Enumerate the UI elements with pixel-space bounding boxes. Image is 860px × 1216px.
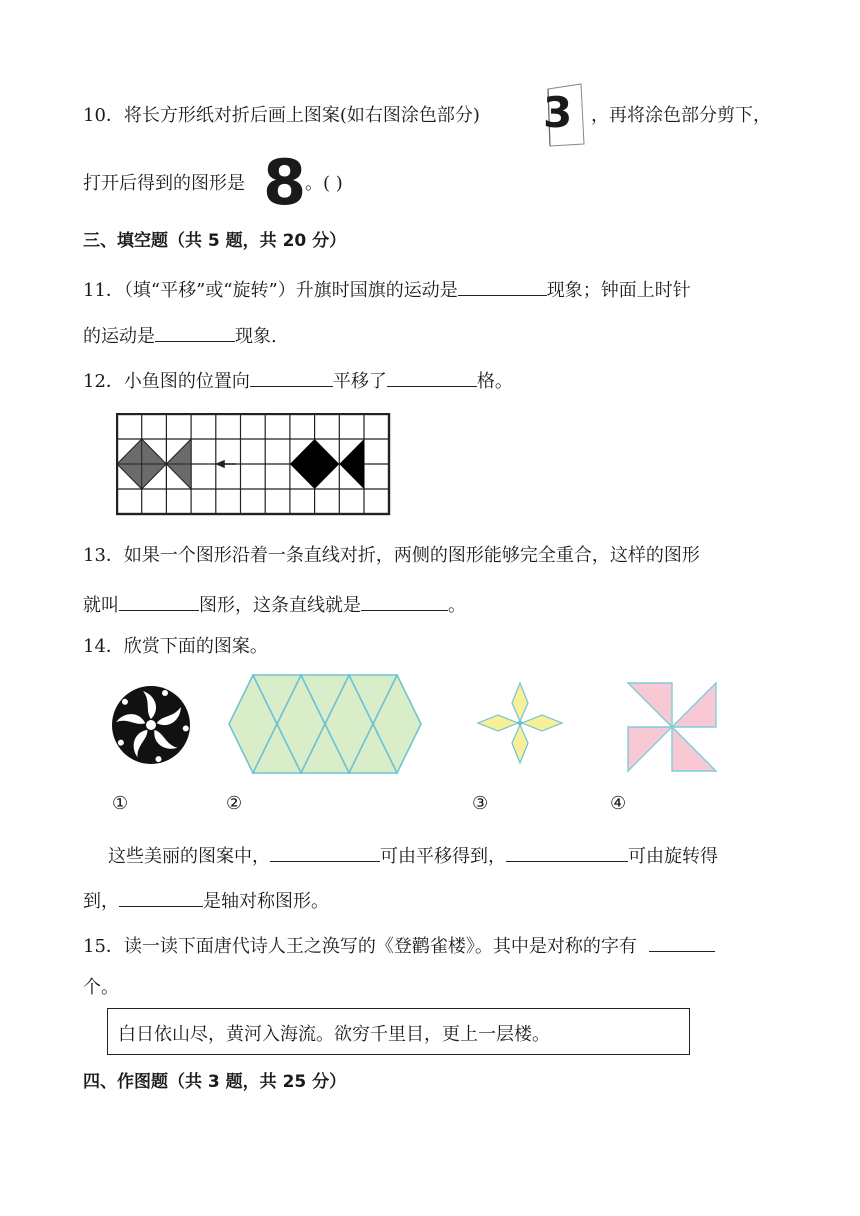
folded-paper-figure [543,83,587,147]
q14-blank-symmetric[interactable] [119,886,203,907]
black-fish [290,439,364,489]
poem-text: 白日依山尽，黄河入海流。欲穷千里目，更上一层楼。 [118,1024,550,1045]
pattern-label-3: ③ [472,793,489,814]
q15-line2: 个。 [83,977,119,998]
section3-title: 三、填空题（共 5 题，共 20 分） [83,231,347,251]
pattern-4-pinwheel [626,681,720,777]
q10-line2 [83,172,245,196]
q12-text-c: 格。 [476,371,513,392]
q11-blank-1[interactable] [458,275,547,296]
q15-blank[interactable] [649,931,715,952]
q12-text-b: 平移了 [332,371,387,392]
pattern-label-1: ① [112,793,129,814]
rhombus-row-icon [227,674,423,776]
q13-text-c: 。 [448,595,466,616]
q12-blank-2[interactable] [387,366,477,387]
q11-text-c: 的运动是 [83,326,155,347]
q13-line1: 13．如果一个图形沿着一条直线对折，两侧的图形能够完全重合，这样的图形 [83,545,700,566]
q11-line2 [83,321,277,349]
q10-line1 [83,104,480,128]
q15-line1 [83,931,715,959]
left-arrow [217,461,236,467]
q11-text-b: 现象；钟面上时针 [546,280,691,301]
q10-text-c: 打开后得到的图形是 [83,173,245,194]
q14-answer-line2 [83,886,329,914]
pattern-3-four-petal [476,680,564,770]
pattern-label-2: ② [226,793,243,814]
q14-blank-translation[interactable] [270,841,380,862]
fold-glyph: 3 [543,88,573,137]
q11-text-a: 11．（填“平移”或“旋转”）升旗时国旗的运动是 [83,280,458,301]
q13-text-a: 就叫 [83,595,119,616]
result-glyph-eight: 8 [263,146,307,219]
q14-blank-rotation[interactable] [506,841,628,862]
q11-blank-2[interactable] [155,321,235,342]
fish-grid-figure [116,413,392,523]
q10-text-a: 10．将长方形纸对折后画上图案(如右图涂色部分) [83,105,480,126]
q13-blank-2[interactable] [361,590,448,611]
q11-line1 [83,275,691,303]
q13-line2 [83,590,466,618]
q14-text-e: 是轴对称图形。 [203,891,329,912]
fish-grid [116,413,392,519]
pinwheel-icon [626,681,720,773]
q14-text-d: 到， [83,891,119,912]
q12-text-a: 12．小鱼图的位置向 [83,371,250,392]
q10-answer-bracket: 。( ) [305,173,343,194]
q10-line2-suffix [305,172,343,196]
q12-blank-1[interactable] [250,366,333,387]
pattern-2-rhombus-row [227,674,423,780]
pattern-label-4: ④ [610,793,627,814]
q14-text-a: 这些美丽的图案中， [108,846,270,867]
q11-text-d: 现象. [235,326,277,347]
q14-text-b: 可由平移得到， [380,846,506,867]
q10-line1-suffix [591,104,771,128]
q15-text-a: 15．读一读下面唐代诗人王之涣写的《登鹳雀楼》。其中是对称的字有 [83,936,637,957]
q14-title: 14．欣赏下面的图案。 [83,636,268,657]
q14-text-c: 可由旋转得 [628,846,718,867]
gray-fish [117,439,191,489]
section4-title: 四、作图题（共 3 题，共 25 分） [83,1072,347,1092]
four-petal-icon [476,680,564,766]
q13-text-b: 图形，这条直线就是 [199,595,361,616]
fish-circle-icon [110,684,192,766]
q13-blank-1[interactable] [119,590,199,611]
q14-answer-line1 [108,841,718,869]
q12-line [83,366,513,394]
pattern-1-fish-circle [110,684,192,770]
poem-box [107,1008,690,1055]
q10-text-b: ，再将涂色部分剪下， [591,105,771,126]
